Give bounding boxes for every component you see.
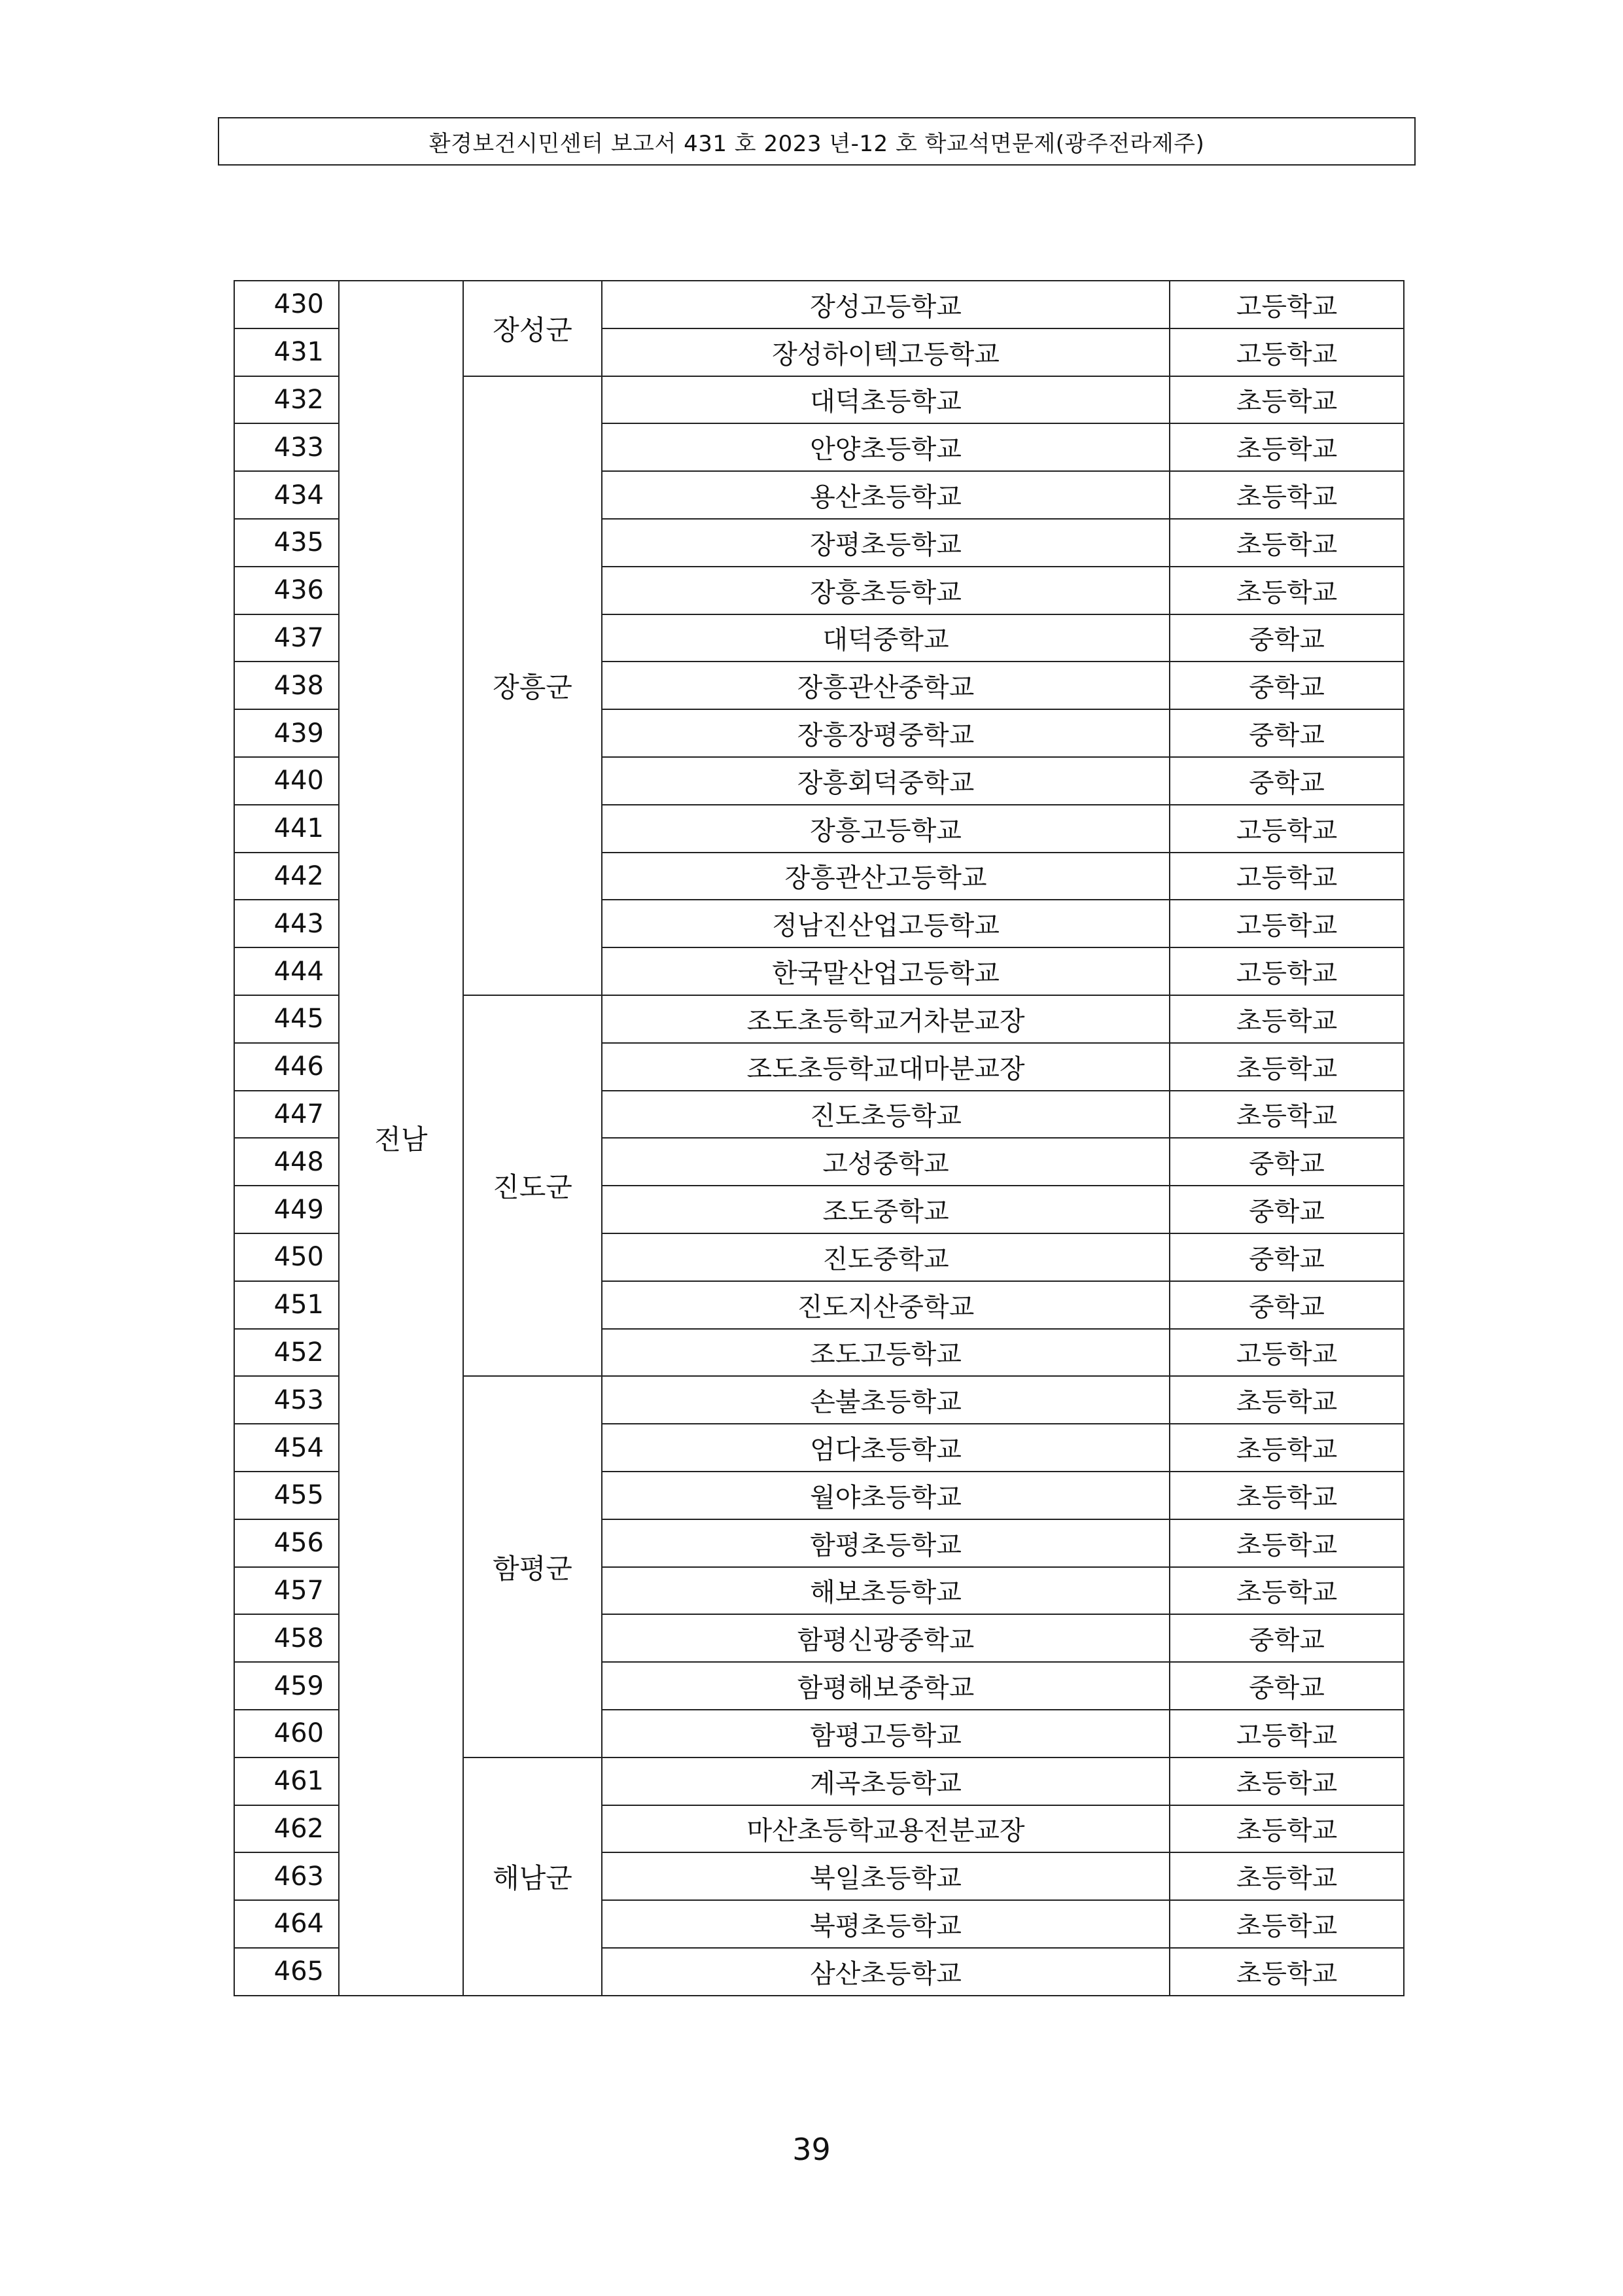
school-type: 초등학교 — [1170, 1424, 1404, 1472]
row-number: 450 — [234, 1233, 339, 1281]
row-number: 454 — [234, 1424, 339, 1472]
school-type: 초등학교 — [1170, 1805, 1404, 1853]
row-number: 433 — [234, 423, 339, 471]
school-name: 함평신광중학교 — [602, 1614, 1170, 1662]
row-number: 434 — [234, 471, 339, 519]
school-type: 고등학교 — [1170, 1329, 1404, 1377]
school-name: 장흥장평중학교 — [602, 709, 1170, 757]
row-number: 463 — [234, 1852, 339, 1900]
school-name: 장흥관산중학교 — [602, 662, 1170, 709]
school-name: 조도초등학교거차분교장 — [602, 995, 1170, 1043]
row-number: 449 — [234, 1186, 339, 1233]
row-number: 439 — [234, 709, 339, 757]
school-name: 장성고등학교 — [602, 281, 1170, 328]
row-number: 441 — [234, 805, 339, 853]
row-number: 430 — [234, 281, 339, 328]
row-number: 452 — [234, 1329, 339, 1377]
school-type: 중학교 — [1170, 662, 1404, 709]
school-type: 고등학교 — [1170, 947, 1404, 995]
row-number: 456 — [234, 1519, 339, 1567]
row-number: 453 — [234, 1376, 339, 1424]
row-number: 448 — [234, 1138, 339, 1186]
school-type: 초등학교 — [1170, 1043, 1404, 1091]
school-type: 초등학교 — [1170, 995, 1404, 1043]
row-number: 455 — [234, 1472, 339, 1519]
school-type: 중학교 — [1170, 757, 1404, 805]
school-name: 북일초등학교 — [602, 1852, 1170, 1900]
school-type: 고등학교 — [1170, 328, 1404, 376]
school-type: 초등학교 — [1170, 1567, 1404, 1615]
school-name: 조도고등학교 — [602, 1329, 1170, 1377]
school-name: 함평초등학교 — [602, 1519, 1170, 1567]
school-name: 장평초등학교 — [602, 519, 1170, 567]
school-type: 초등학교 — [1170, 376, 1404, 424]
region-cell: 전남 — [339, 281, 463, 1996]
school-type: 중학교 — [1170, 614, 1404, 662]
school-name: 장흥회덕중학교 — [602, 757, 1170, 805]
school-type: 중학교 — [1170, 1186, 1404, 1233]
row-number: 447 — [234, 1091, 339, 1139]
school-type: 중학교 — [1170, 1138, 1404, 1186]
page-number: 39 — [792, 2132, 831, 2167]
row-number: 437 — [234, 614, 339, 662]
school-type: 초등학교 — [1170, 567, 1404, 614]
school-type: 고등학교 — [1170, 1710, 1404, 1757]
row-number: 440 — [234, 757, 339, 805]
school-name: 조도중학교 — [602, 1186, 1170, 1233]
row-number: 438 — [234, 662, 339, 709]
school-name: 장성하이텍고등학교 — [602, 328, 1170, 376]
school-name: 함평해보중학교 — [602, 1662, 1170, 1710]
row-number: 446 — [234, 1043, 339, 1091]
school-type: 중학교 — [1170, 1233, 1404, 1281]
row-number: 451 — [234, 1281, 339, 1329]
county-cell: 진도군 — [463, 995, 602, 1376]
row-number: 432 — [234, 376, 339, 424]
row-number: 459 — [234, 1662, 339, 1710]
school-type: 초등학교 — [1170, 1472, 1404, 1519]
row-number: 435 — [234, 519, 339, 567]
row-number: 461 — [234, 1757, 339, 1805]
school-type: 중학교 — [1170, 1662, 1404, 1710]
school-name: 월야초등학교 — [602, 1472, 1170, 1519]
row-number: 444 — [234, 947, 339, 995]
school-table — [234, 280, 1405, 1996]
school-name: 함평고등학교 — [602, 1710, 1170, 1757]
school-type: 고등학교 — [1170, 900, 1404, 947]
school-type: 중학교 — [1170, 1281, 1404, 1329]
school-name: 안양초등학교 — [602, 423, 1170, 471]
table-row — [234, 281, 1404, 328]
row-number: 443 — [234, 900, 339, 947]
school-name: 장흥초등학교 — [602, 567, 1170, 614]
school-type: 고등학교 — [1170, 281, 1404, 328]
school-type: 중학교 — [1170, 1614, 1404, 1662]
school-type: 초등학교 — [1170, 519, 1404, 567]
school-name: 해보초등학교 — [602, 1567, 1170, 1615]
row-number: 462 — [234, 1805, 339, 1853]
school-type: 초등학교 — [1170, 1900, 1404, 1948]
school-type: 초등학교 — [1170, 1948, 1404, 1996]
school-type: 초등학교 — [1170, 1757, 1404, 1805]
school-name: 한국말산업고등학교 — [602, 947, 1170, 995]
school-type: 초등학교 — [1170, 1091, 1404, 1139]
school-name: 정남진산업고등학교 — [602, 900, 1170, 947]
school-name: 엄다초등학교 — [602, 1424, 1170, 1472]
row-number: 458 — [234, 1614, 339, 1662]
school-name: 대덕초등학교 — [602, 376, 1170, 424]
row-number: 436 — [234, 567, 339, 614]
row-number: 431 — [234, 328, 339, 376]
school-name: 장흥고등학교 — [602, 805, 1170, 853]
row-number: 460 — [234, 1710, 339, 1757]
school-name: 손불초등학교 — [602, 1376, 1170, 1424]
county-cell: 장흥군 — [463, 376, 602, 995]
school-name: 용산초등학교 — [602, 471, 1170, 519]
school-type: 초등학교 — [1170, 1519, 1404, 1567]
row-number: 457 — [234, 1567, 339, 1615]
school-type: 초등학교 — [1170, 1376, 1404, 1424]
school-name: 계곡초등학교 — [602, 1757, 1170, 1805]
school-name: 고성중학교 — [602, 1138, 1170, 1186]
school-name: 북평초등학교 — [602, 1900, 1170, 1948]
county-cell: 장성군 — [463, 281, 602, 376]
school-name: 진도지산중학교 — [602, 1281, 1170, 1329]
school-name: 장흥관산고등학교 — [602, 853, 1170, 900]
row-number: 445 — [234, 995, 339, 1043]
school-name: 마산초등학교용전분교장 — [602, 1805, 1170, 1853]
report-header: 환경보건시민센터 보고서 431 호 2023 년-12 호 학교석면문제(광주전라제주) — [218, 117, 1416, 166]
school-name: 진도중학교 — [602, 1233, 1170, 1281]
school-name: 진도초등학교 — [602, 1091, 1170, 1139]
row-number: 465 — [234, 1948, 339, 1996]
school-name: 대덕중학교 — [602, 614, 1170, 662]
school-type: 중학교 — [1170, 709, 1404, 757]
school-type: 초등학교 — [1170, 423, 1404, 471]
county-cell: 해남군 — [463, 1757, 602, 1996]
row-number: 464 — [234, 1900, 339, 1948]
school-type: 초등학교 — [1170, 1852, 1404, 1900]
school-name: 조도초등학교대마분교장 — [602, 1043, 1170, 1091]
school-table-body — [234, 281, 1404, 1996]
county-cell: 함평군 — [463, 1376, 602, 1757]
school-type: 고등학교 — [1170, 805, 1404, 853]
row-number: 442 — [234, 853, 339, 900]
school-name: 삼산초등학교 — [602, 1948, 1170, 1996]
school-type: 초등학교 — [1170, 471, 1404, 519]
school-type: 고등학교 — [1170, 853, 1404, 900]
